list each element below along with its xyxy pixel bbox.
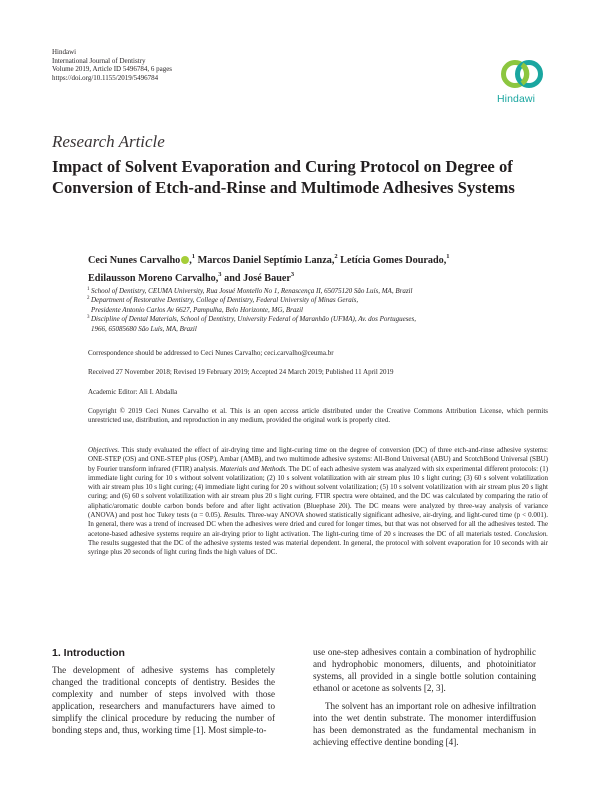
author-name: José Bauer (243, 273, 291, 284)
author-name: Letícia Gomes Dourado (340, 255, 444, 266)
abstract-results: Three-way ANOVA showed statistically significant adhesive, air-drying, and light-cured time (p < 0.001). In general, there was a trend of increased DC when the adhesives were dried and cured for longer times, but that was not observed for all the adhesives tested. The acetone-based adhesive systems require an air-drying prior to light activation. The light-curing time of 20 s increases the DC of all materials tested. (88, 511, 548, 538)
academic-editor: Academic Editor: Ali I. Abdalla (88, 388, 178, 396)
author-name: Ceci Nunes Carvalho (88, 255, 181, 266)
author-name: Marcos Daniel Septímio Lanza (197, 255, 332, 266)
affiliation-item: 1 School of Dentistry, CEUMA University, Rua Josué Montello No 1, Renascença II, 65075120 São Luís, MA, Brazil (87, 287, 413, 295)
abstract-conclusion: The results suggested that the DC of the adhesive systems tested was material dependent. In general, the protocol with solvent evaporation for 10 seconds with air syringe plus 20 seconds of light curing finds the high values of DC. (88, 538, 548, 557)
body-paragraph: The solvent has an important role on adhesive infiltration into the wet dentin substrate. The monomer interdiffusion has been demonstrated as the fundamental mechanism in achieving effective dentine bonding [4]. (313, 701, 536, 747)
correspondence: Correspondence should be addressed to Ceci Nunes Carvalho; ceci.carvalho@ceuma.br (88, 349, 334, 357)
publisher-name: Hindawi (52, 48, 77, 56)
copyright-notice: Copyright © 2019 Ceci Nunes Carvalho et al. This is an open access article distributed under the Creative Commons Attribution License, which permits unrestricted use, distribution, and reproduction in any medium, provided the original work is properly cited. (88, 407, 548, 425)
body-column-left (52, 664, 275, 736)
section-heading-introduction: 1. Introduction (52, 647, 125, 659)
volume-info: Volume 2019, Article ID 5496784, 6 pages (52, 65, 173, 74)
orcid-icon[interactable] (181, 256, 189, 264)
affiliation-item: Presidente Antonio Carlos Av 6627, Pampulha, Belo Horizonte, MG, Brazil (91, 305, 303, 314)
abstract (88, 446, 548, 558)
author-list: Ceci Nunes Carvalho ,$^1$ Marcos Daniel Septímio Lanza,$^2$ Letícia Gomes Dourado,$^1$ Edilausson Moreno Carvalho,$^3$ and José Bauer$^3$ (88, 253, 450, 284)
author-affil-sup: 2 (334, 253, 338, 260)
author-affil-sup: 1 (191, 253, 196, 260)
abstract-conclusion-label: Conclusion. (514, 529, 548, 538)
body-paragraph: use one-step adhesives contain a combination of hydrophilic and hydrophobic monomers, diluents, and photoinitiator systems, all provided in a single bottle solution containing ethanol or acetone as solvents [2, 3]. (313, 647, 536, 693)
hindawi-wordmark: Hindawi (497, 93, 536, 105)
abstract-objectives-label: Objectives. (88, 446, 120, 454)
affiliations (88, 287, 548, 334)
affiliation-item: 3 Discipline of Dental Materials, School of Dentistry, University Federal of Maranhão (UFMA), Av. dos Portugueses, (87, 315, 417, 324)
abstract-methods-label: Materials and Methods. (219, 464, 287, 473)
body-paragraph: The development of adhesive systems has completely changed the traditional concepts of dentistry. Besides the complexity and number of steps involved with those application, researchers and manufacturers have aimed to simplify the clinical procedure by reducing the number of bonding steps and, thus, working time [1]. Most simple-to- (52, 665, 275, 735)
journal-name: International Journal of Dentistry (52, 56, 146, 65)
affiliation-item: 2 Department of Restorative Dentistry, College of Dentistry, Federal University of Minas Gerais, (87, 296, 359, 305)
abstract-objectives: This study evaluated the effect of air-drying time and light-curing time on the degree of conversion (DC) of three etch-and-rinse adhesive systems: ONE-STEP (OS) and ONE-STEP plus (OSP), Ambar (AMB), and two multimode adhesive systems: All-Bond Universal (ABU) and ScotchBond Universal (SBU) by Fourier transform infrared (FTIR) analysis. (88, 446, 548, 473)
author-affil-sup: 3 (290, 271, 295, 278)
author-name: Edilausson Moreno Carvalho (88, 273, 216, 284)
article-title: Impact of Solvent Evaporation and Curing Protocol on Degree of Conversion of Etch-and-Rinse and Multimode Adhesives Systems (52, 157, 515, 197)
abstract-methods: The DC of each adhesive system was analyzed with six experimental different protocols: (1) immediate light curing for 10 s without solvent volatilization; (2) 10 s solvent volatilization with air stream plus 10 s light curing; (3) 60 s solvent volatilization with air stream plus 10 s light curing; (4) immediate light curing for 20 s without solvent volatilization; (5) 10 s solvent volatilization with air stream plus 20 s light curing; and (6) 60 s solvent volatilization with air stream plus 20 s light curing. FTIR spectra were obtained, and the DC was calculated by comparing the ratio of aliphatic/aromatic double carbon bonds before and after light activation (Bluephase 20i). The DC means were analyzed by three-way analysis of variance (ANOVA) and post hoc Tukey tests (α = 0.05). (88, 464, 549, 520)
doi-link[interactable]: https://doi.org/10.1155/2019/5496784 (52, 73, 159, 82)
abstract-results-label: Results. (223, 511, 246, 520)
article-type: Research Article (52, 132, 165, 151)
masthead (52, 48, 172, 82)
author-affil-sup: 3 (218, 271, 222, 278)
author-affil-sup: 1 (446, 253, 450, 260)
publication-dates: Received 27 November 2018; Revised 19 February 2019; Accepted 24 March 2019; Published 11 April 2019 (88, 368, 394, 376)
affiliation-item: 1966, 65085680 São Luís, MA, Brazil (91, 324, 197, 333)
body-column-right (313, 646, 536, 748)
